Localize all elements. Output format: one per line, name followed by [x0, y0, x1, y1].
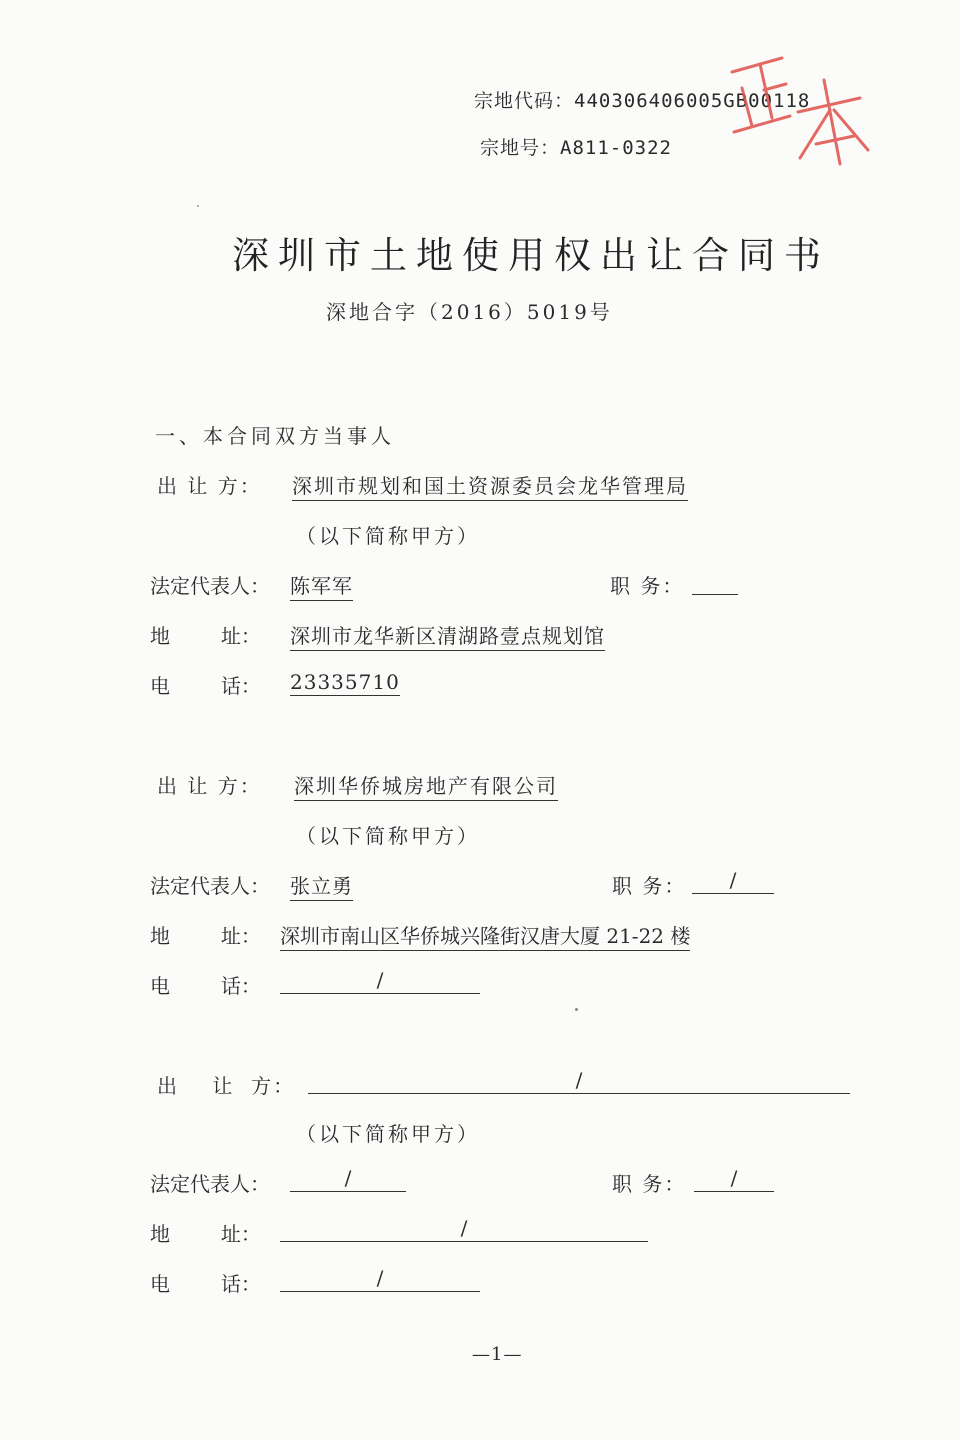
party1-alias: （以下简称甲方）	[296, 524, 480, 548]
party2-addr-label: 地 址：	[150, 924, 261, 948]
parcel-code-label: 宗地代码：	[474, 90, 575, 112]
party3-address: /	[280, 1215, 648, 1242]
parcel-code: 440306406005GB00118	[574, 90, 811, 112]
party2-name: 深圳华侨城房地产有限公司	[294, 770, 558, 801]
party1-title-label: 职 务：	[610, 574, 685, 598]
party2-role-label: 出 让 方：	[157, 774, 262, 798]
party2-rep-label: 法定代表人：	[150, 874, 270, 898]
party2-address: 深圳市南山区华侨城兴隆街汉唐大厦 21-22 楼	[280, 920, 690, 951]
party1-rep: 陈军军	[290, 570, 353, 601]
party1-addr-label: 地 址：	[150, 624, 261, 648]
contract-number: 深地合字（2016）5019号	[326, 300, 613, 324]
party3-role-label: 出 让 方：	[157, 1074, 296, 1098]
party3-rep-label: 法定代表人：	[150, 1172, 270, 1196]
party1-title-value	[692, 568, 738, 595]
party3-tel-label: 电 话：	[150, 1272, 261, 1296]
parcel-no: A811-0322	[560, 137, 672, 159]
party2-tel: /	[280, 967, 480, 994]
parcel-no-line	[480, 133, 672, 160]
party3-tel: /	[280, 1265, 480, 1292]
party1-rep-label: 法定代表人：	[150, 574, 270, 598]
section1-heading: 一、本合同双方当事人	[155, 424, 395, 448]
party3-name: /	[308, 1067, 850, 1094]
scan-speck	[197, 205, 199, 207]
party3-addr-label: 地 址：	[150, 1222, 261, 1246]
party2-title-value: /	[692, 867, 774, 894]
parcel-no-label: 宗地号：	[480, 137, 561, 159]
scan-speck	[575, 1008, 578, 1011]
party3-alias: （以下简称甲方）	[296, 1122, 480, 1146]
party1-tel-label: 电 话：	[150, 674, 261, 698]
party1-name: 深圳市规划和国土资源委员会龙华管理局	[292, 470, 688, 501]
original-copy-stamp	[720, 40, 880, 180]
document-title: 深圳市土地使用权出让合同书	[232, 234, 830, 277]
party1-role-label: 出 让 方：	[157, 474, 262, 498]
party2-title-label: 职 务：	[612, 874, 687, 898]
party2-tel-label: 电 话：	[150, 974, 261, 998]
party2-alias: （以下简称甲方）	[296, 824, 480, 848]
party3-rep: /	[290, 1165, 406, 1192]
party3-title-label: 职 务：	[612, 1172, 687, 1196]
party3-title-value: /	[694, 1165, 774, 1192]
party1-tel: 23335710	[290, 670, 400, 694]
page-number: —1—	[472, 1344, 523, 1365]
party2-rep: 张立勇	[290, 870, 353, 901]
party1-address: 深圳市龙华新区清湖路壹点规划馆	[290, 620, 605, 651]
